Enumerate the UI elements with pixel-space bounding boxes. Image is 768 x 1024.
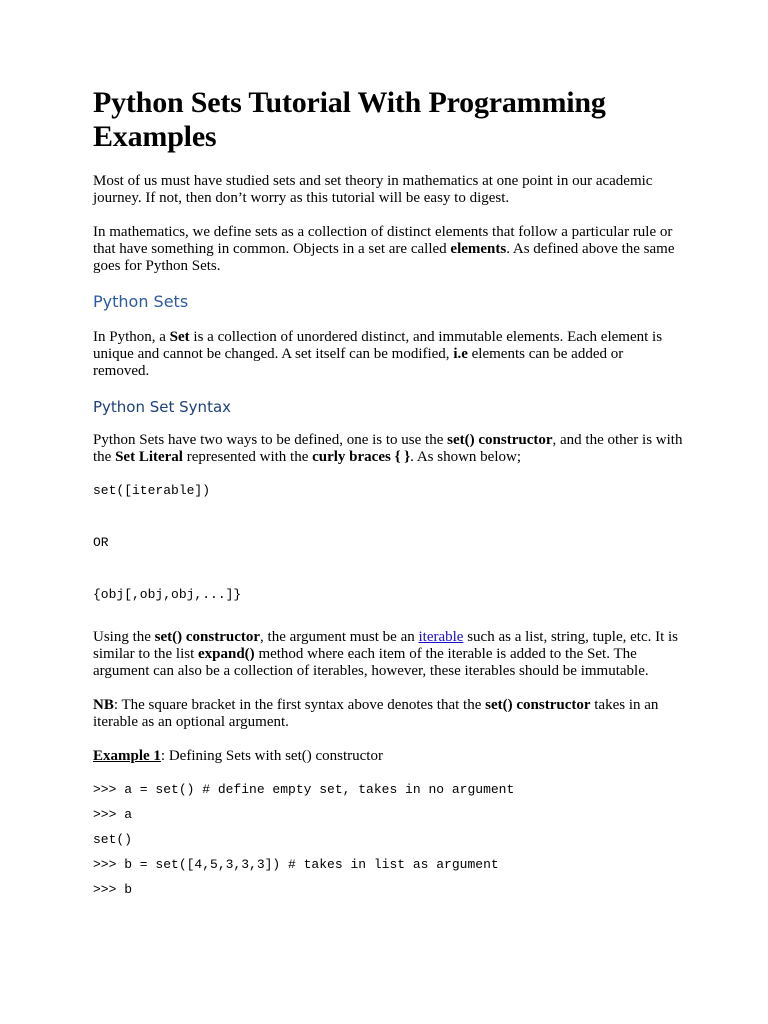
text-run: . As defined above the same goes for Python Sets.	[93, 241, 675, 274]
text-run: such as a list, string, tuple, etc. It is similar to the list	[93, 629, 679, 662]
heading-python-set-syntax: Python Set Syntax	[93, 398, 232, 416]
text-run: In mathematics, we define sets as a collection of distinct elements that follow a particular rule or that have something in common. Objects in a set are called	[93, 224, 673, 257]
text-run: elements can be added or removed.	[93, 346, 624, 379]
heading-python-sets: Python Sets	[93, 292, 189, 311]
code-line: >>> a	[93, 807, 133, 822]
page-title: Python Sets Tutorial With Programming Examples	[93, 86, 606, 153]
text-run: Using the	[93, 629, 155, 645]
bold-term-set-constructor: set() constructor	[485, 697, 591, 713]
bold-term-elements: elements	[450, 241, 507, 257]
text-run: Python Sets have two ways to be defined, one is to use the	[93, 432, 448, 448]
code-line: >>> b = set([4,5,3,3,3]) # takes in list as argument	[93, 857, 499, 872]
code-set-constructor-syntax: set([iterable])	[93, 483, 211, 498]
code-line: >>> a = set() # define empty set, takes in no argument	[93, 782, 515, 797]
text-run: : The square bracket in the first syntax above denotes that the	[113, 697, 486, 713]
text-run: takes in an iterable as an optional argument.	[93, 697, 659, 730]
text-run: method where each item of the iterable is added to the Set. The argument can also be a collection of iterables, however, these iterables should be immutable.	[93, 646, 649, 679]
text-run: , the argument must be an	[260, 629, 419, 645]
bold-term-set: Set	[169, 329, 190, 345]
bold-term-expand: expand()	[198, 646, 255, 662]
text-run: , and the other is with the	[93, 432, 683, 465]
code-set-literal-syntax: {obj[,obj,obj,...]}	[93, 587, 242, 602]
text-run: : Defining Sets with set() constructor	[160, 748, 383, 764]
intro-paragraph-1: Most of us must have studied sets and set theory in mathematics at one point in our academic journey. If not, then don’t worry as this tutorial will be easy to digest.	[93, 173, 653, 206]
bold-term-set-constructor: set() constructor	[154, 629, 261, 645]
code-line: set()	[93, 832, 133, 847]
code-line: >>> b	[93, 882, 133, 897]
bold-term-set-constructor: set() constructor	[447, 432, 553, 448]
python-sets-paragraph	[93, 329, 683, 380]
iterable-link[interactable]: iterable	[418, 629, 464, 645]
text-run: is a collection of unordered distinct, and immutable elements. Each element is unique and cannot be changed. A set itself can be modified,	[93, 329, 663, 362]
constructor-paragraph	[93, 629, 683, 680]
text-run: represented with the	[182, 449, 313, 465]
note-label: NB	[93, 697, 114, 713]
intro-paragraph-2	[93, 224, 683, 275]
code-or: OR	[93, 535, 109, 550]
bold-term-set-literal: Set Literal	[115, 449, 183, 465]
bold-term-curly-braces: curly braces { }	[312, 449, 411, 465]
example-1-heading	[93, 748, 683, 765]
syntax-paragraph	[93, 432, 683, 466]
document-page	[93, 86, 683, 907]
bold-term-ie: i.e	[453, 346, 468, 362]
text-run: In Python, a	[93, 329, 170, 345]
example-1-label: Example 1	[93, 748, 161, 764]
note-paragraph	[93, 697, 683, 731]
text-run: . As shown below;	[410, 449, 522, 465]
